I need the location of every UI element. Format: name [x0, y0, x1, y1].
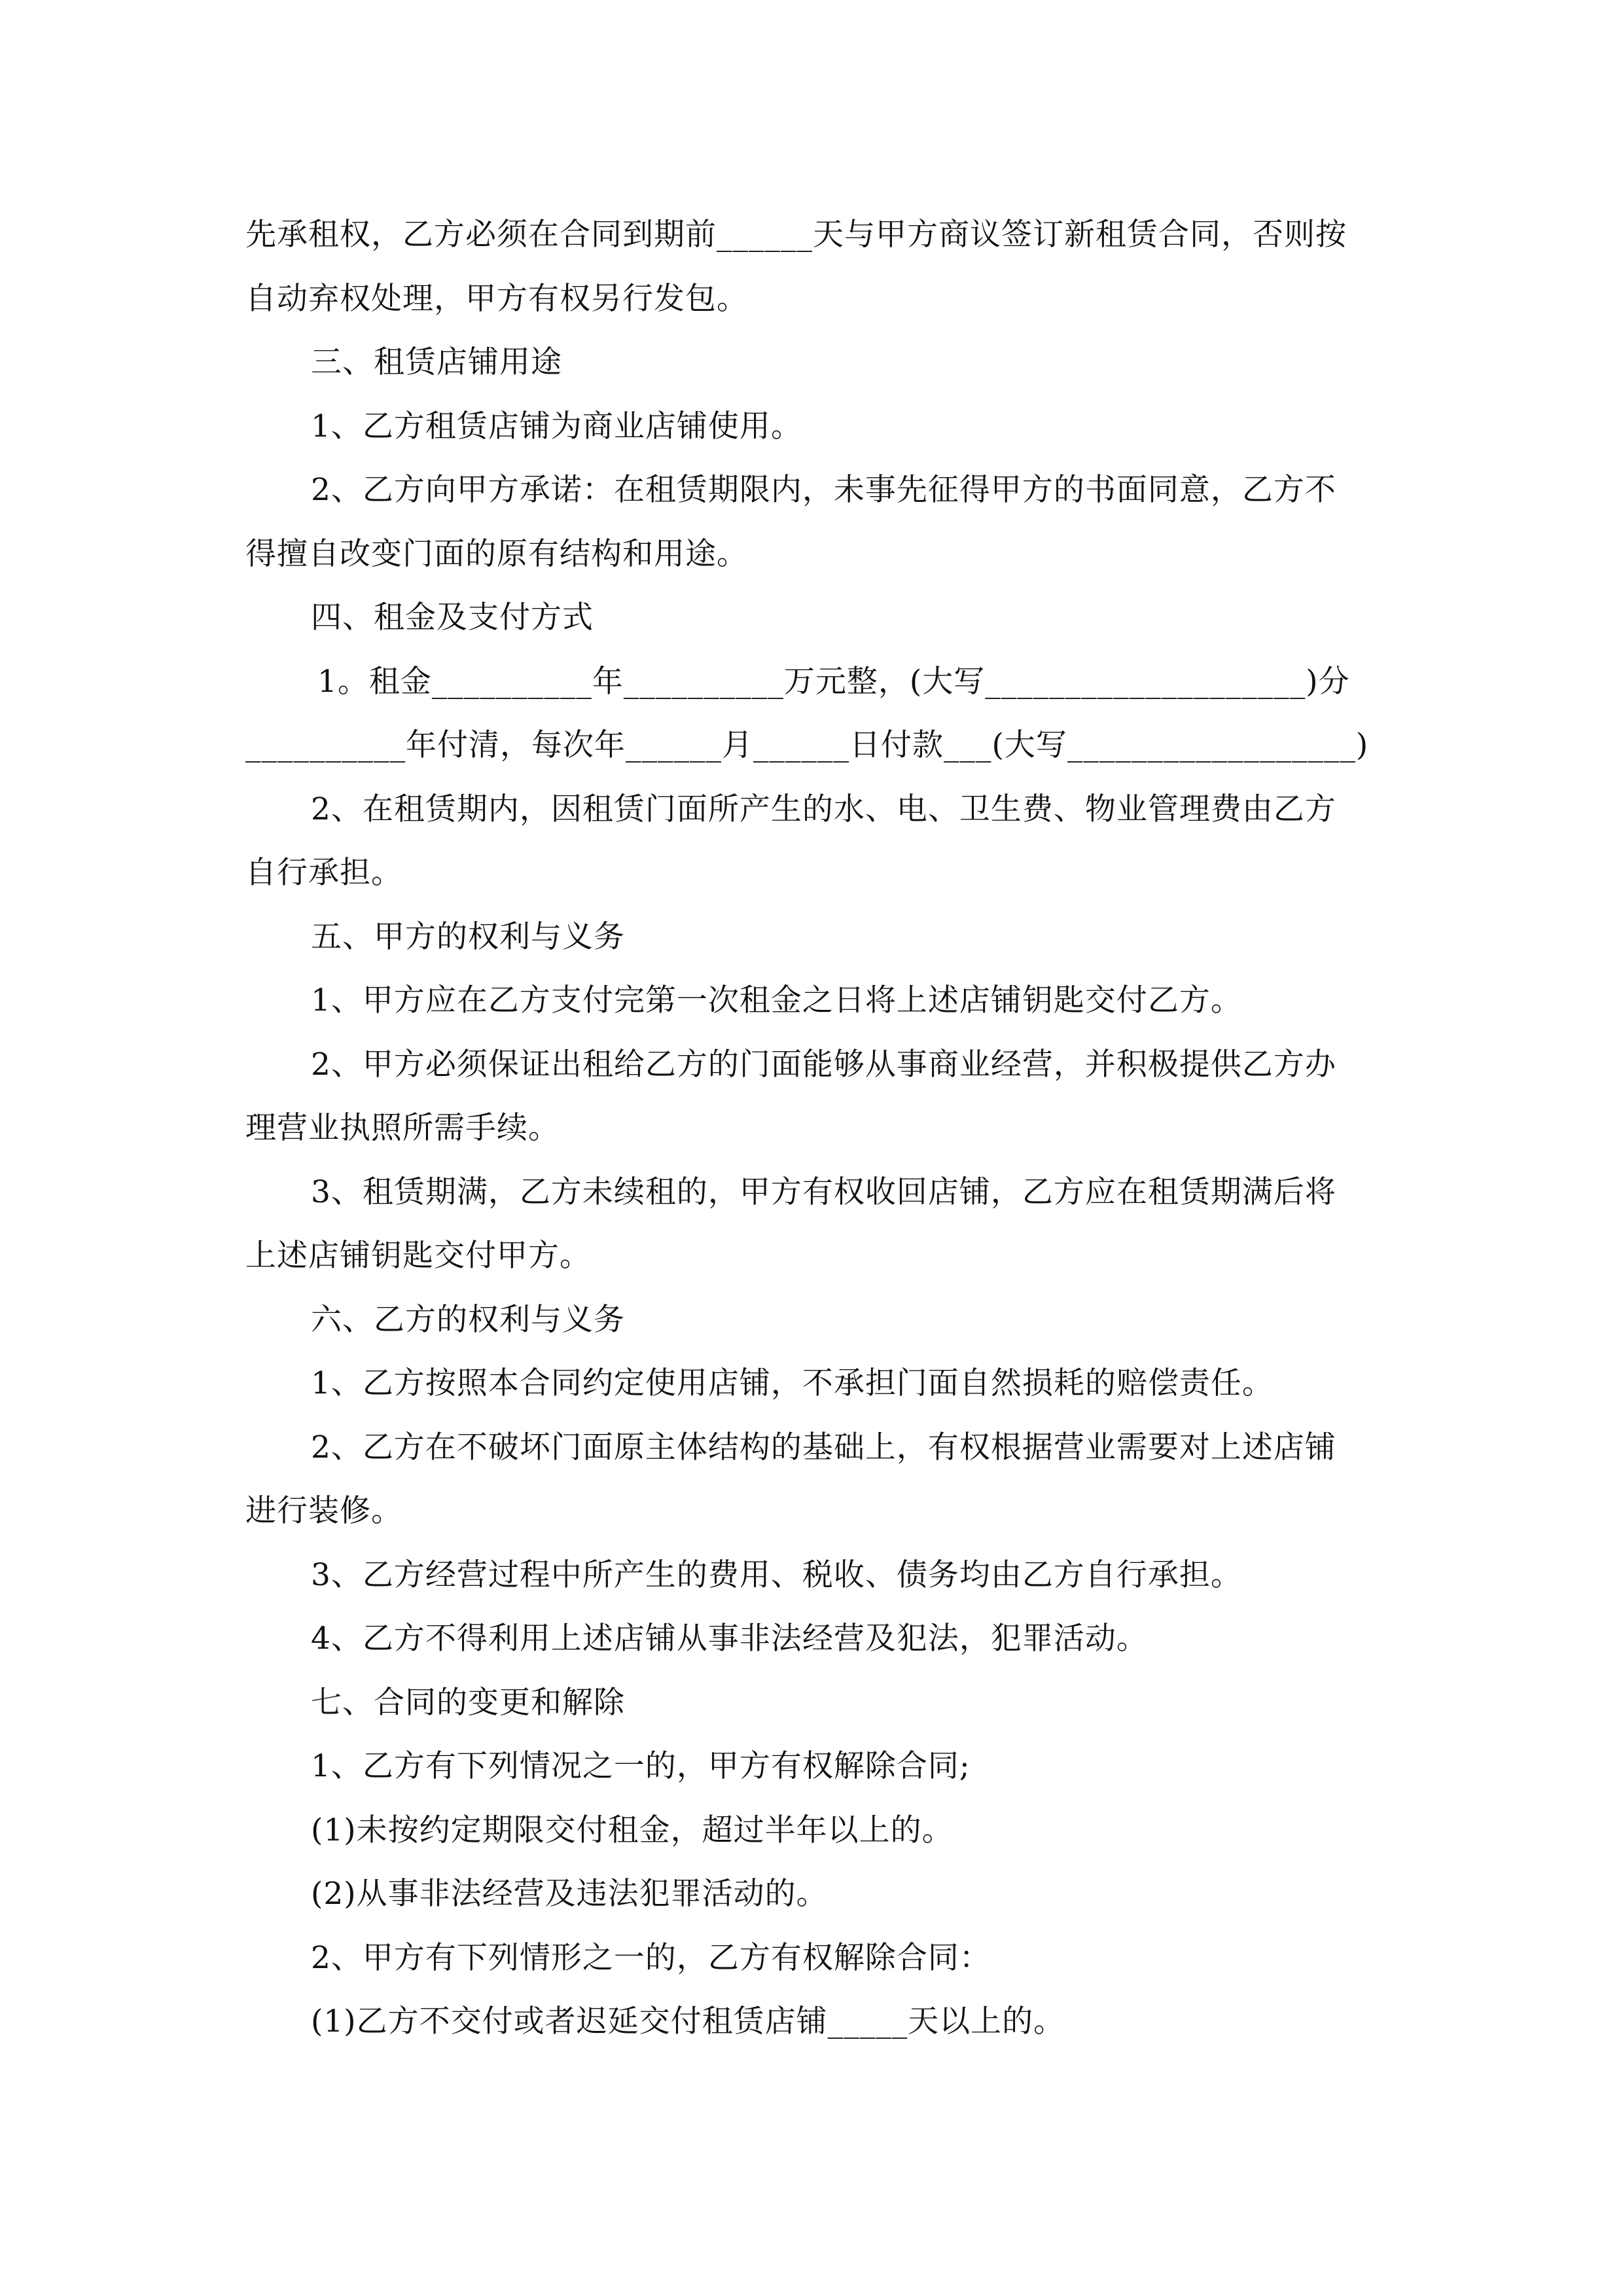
clause-line: 3、乙方经营过程中所产生的费用、税收、债务均由乙方自行承担。: [311, 1556, 1242, 1593]
clause-line: 自动弃权处理，甲方有权另行发包。: [245, 280, 748, 317]
clause-line: 1、甲方应在乙方支付完第一次租金之日将上述店铺钥匙交付乙方。: [311, 982, 1242, 1018]
clause-line: 上述店铺钥匙交付甲方。: [245, 1238, 591, 1274]
clause-line: 4、乙方不得利用上述店铺从事非法经营及犯法，犯罪活动。: [311, 1621, 1148, 1657]
section-heading: 六、乙方的权利与义务: [311, 1301, 625, 1338]
clause-line: 2、甲方必须保证出租给乙方的门面能够从事商业经营，并积极提供乙方办: [311, 1046, 1336, 1083]
clause-line: 1、乙方按照本合同约定使用店铺，不承担门面自然损耗的赔偿责任。: [311, 1365, 1274, 1401]
payment-schedule-line: __________年付清，每次年______月______日付款___(大写__________________): [245, 727, 1369, 763]
section-heading: 三、租赁店铺用途: [311, 344, 562, 380]
clause-line: 2、在租赁期内，因租赁门面所产生的水、电、卫生费、物业管理费由乙方: [311, 791, 1336, 827]
clause-line: (1)乙方不交付或者迟延交付租赁店铺_____天以上的。: [311, 2003, 1065, 2039]
section-heading: 五、甲方的权利与义务: [311, 918, 625, 955]
clause-line: 1、乙方租赁店铺为商业店铺使用。: [311, 408, 802, 444]
clause-line: (2)从事非法经营及违法犯罪活动的。: [311, 1876, 828, 1912]
clause-line: (1)未按约定期限交付租金，超过半年以上的。: [311, 1812, 954, 1848]
clause-line: 2、乙方在不破坏门面原主体结构的基础上，有权根据营业需要对上述店铺: [311, 1429, 1336, 1465]
clause-line: 得擅自改变门面的原有结构和用途。: [245, 535, 748, 572]
clause-line: 3、租赁期满，乙方未续租的，甲方有权收回店铺，乙方应在租赁期满后将: [311, 1174, 1336, 1210]
clause-line: 2、乙方向甲方承诺：在租赁期限内，未事先征得甲方的书面同意，乙方不: [311, 472, 1336, 508]
clause-line: 理营业执照所需手续。: [245, 1110, 560, 1146]
section-heading: 四、租金及支付方式: [311, 600, 594, 636]
clause-line: 进行装修。: [245, 1493, 402, 1529]
contract-body: [245, 203, 1381, 2054]
clause-line: 2、甲方有下列情形之一的，乙方有权解除合同：: [311, 1939, 991, 1976]
clause-line: 自行承担。: [245, 855, 402, 891]
rent-amount-line: 1。租金__________年__________万元整，(大写____________________)分: [317, 663, 1350, 700]
section-heading: 七、合同的变更和解除: [311, 1684, 625, 1721]
clause-line: 先承租权，乙方必须在合同到期前______天与甲方商议签订新租赁合同，否则按: [245, 217, 1347, 253]
clause-line: 1、乙方有下列情况之一的，甲方有权解除合同;: [311, 1748, 971, 1784]
